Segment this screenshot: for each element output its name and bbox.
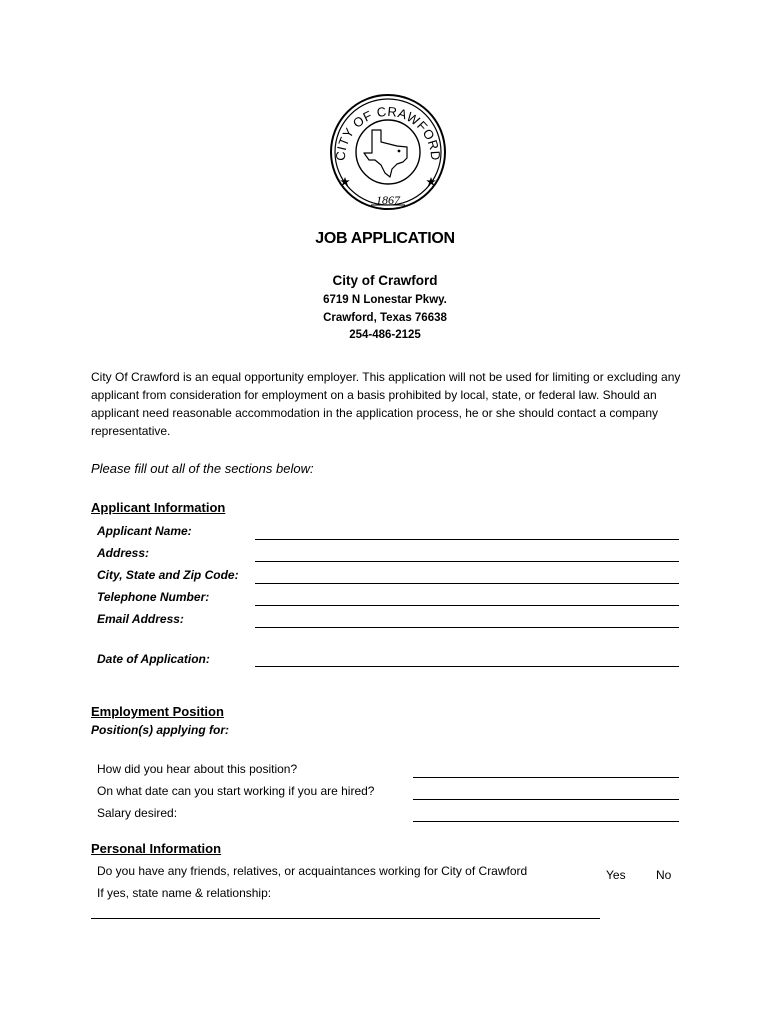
salary-desired-field[interactable] — [413, 807, 679, 822]
texas-map-icon — [364, 130, 407, 177]
employment-position-heading: Employment Position — [91, 704, 224, 719]
address-line-1: 6719 N Lonestar Pkwy. — [323, 294, 447, 306]
applicant-name-label: Applicant Name: — [97, 524, 192, 538]
date-of-application-field[interactable] — [255, 652, 679, 667]
positions-applying-label: Position(s) applying for: — [91, 723, 229, 737]
email-address-field[interactable] — [255, 613, 679, 628]
relationship-field[interactable] — [91, 904, 600, 919]
instruction-text: Please fill out all of the sections below: — [91, 461, 314, 476]
start-date-label: On what date can you start working if you are hired? — [97, 784, 375, 798]
seal-arc-text: CITY OF CRAWFORD — [332, 103, 444, 162]
address-field[interactable] — [255, 547, 679, 562]
city-state-zip-label: City, State and Zip Code: — [97, 568, 239, 582]
applicant-information-heading: Applicant Information — [91, 500, 226, 515]
yes-option[interactable]: Yes — [606, 868, 626, 882]
date-of-application-label: Date of Application: — [97, 652, 210, 666]
svg-text:CITY OF CRAWFORD — [333, 104, 443, 161]
applicant-name-field[interactable] — [255, 525, 679, 540]
phone-number: 254-486-2125 — [349, 329, 421, 341]
how-did-you-hear-label: How did you hear about this position? — [97, 762, 298, 776]
city-seal-logo — [329, 93, 447, 211]
telephone-number-label: Telephone Number: — [97, 590, 210, 604]
relatives-question-label: Do you have any friends, relatives, or acquaintances working for City of Crawford — [97, 864, 528, 878]
document-title: JOB APPLICATION — [315, 230, 455, 247]
telephone-number-field[interactable] — [255, 591, 679, 606]
email-address-label: Email Address: — [97, 612, 184, 626]
eeo-statement: City Of Crawford is an equal opportunity employer. This application will not be used for limiting or excluding any applicant from consideration for employment on a basis prohibited by local, state, or federal law. Should an applicant need reasonable accommodation in the application process, he or she should contact a company representative. — [91, 370, 681, 438]
relationship-label: If yes, state name & relationship: — [97, 886, 272, 900]
organization-name: City of Crawford — [332, 273, 438, 288]
address-label: Address: — [97, 546, 150, 560]
seal-year: 1867 — [376, 193, 400, 207]
no-option[interactable]: No — [656, 868, 672, 882]
start-date-field[interactable] — [413, 785, 679, 800]
address-line-2: Crawford, Texas 76638 — [323, 312, 447, 324]
how-did-you-hear-field[interactable] — [413, 763, 679, 778]
personal-information-heading: Personal Information — [91, 841, 222, 856]
city-state-zip-field[interactable] — [255, 569, 679, 584]
salary-desired-label: Salary desired: — [97, 806, 178, 820]
